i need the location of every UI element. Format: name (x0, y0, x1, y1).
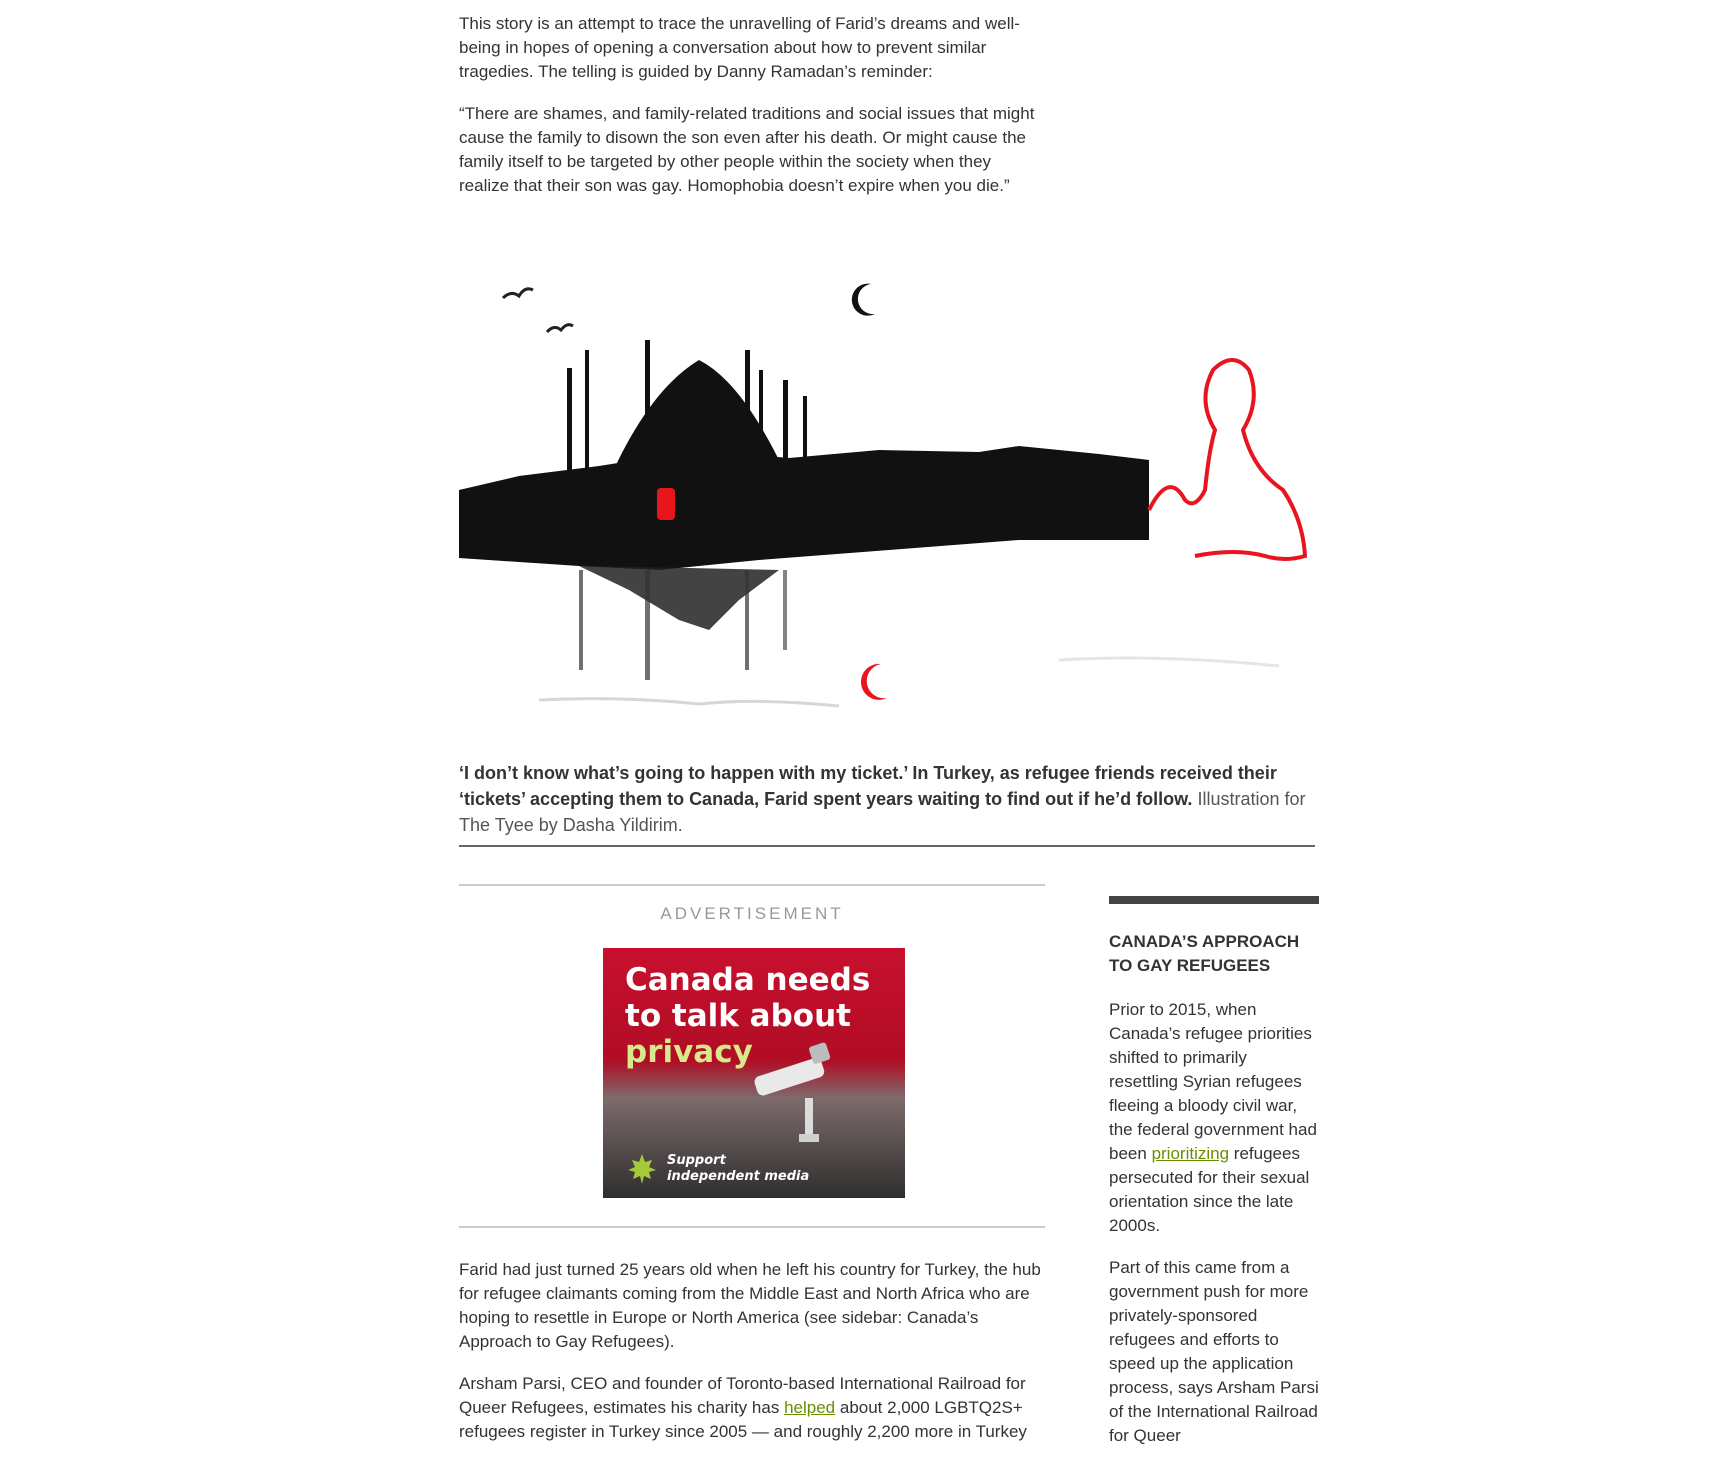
article-illustration (459, 240, 1315, 750)
caption-divider (459, 845, 1315, 847)
ad-support-text (667, 1153, 809, 1185)
sidebar-text-segment: Prior to 2015, when Canada’s refugee priorities shifted to primarily resettling Syrian refugees fleeing a bloody civil war, the federal government had been (1109, 1000, 1317, 1163)
body-text-segment: Arsham Parsi, CEO and founder of Toronto-based International Railroad for Queer Refugees, estimates his charity has (459, 1374, 1026, 1417)
illustration-caption (459, 760, 1315, 838)
sidebar-text-segment: refugees persecuted for their sexual orientation since the late 2000s. (1109, 1144, 1310, 1235)
caption-text: ‘I don’t know what’s going to happen with my ticket.’ In Turkey, as refugee friends received their ‘tickets’ accepting them to Canada, Farid spent years waiting to find out if he’d follow. (459, 763, 1277, 809)
maple-leaf-icon (625, 1152, 659, 1186)
advertisement-container (459, 884, 1045, 1228)
ad-headline-highlight: privacy (625, 1034, 753, 1070)
sidebar-title: CANADA’S APPROACH TO GAY REFUGEES (1109, 932, 1300, 975)
body-paragraph (459, 1372, 1045, 1444)
sidebar-paragraph (1109, 998, 1319, 1238)
caption-credit: Illustration for The Tyee by Dasha Yildirim. (459, 789, 1306, 835)
sidebar (1109, 896, 1319, 1466)
advertisement-label: ADVERTISEMENT (660, 904, 844, 923)
sidebar-top-bar (1109, 896, 1319, 904)
article-body (459, 1258, 1045, 1462)
ad-support-badge (625, 1152, 809, 1186)
body-paragraph: Farid had just turned 25 years old when he left his country for Turkey, the hub for refugee claimants coming from the Middle East and North Africa who are hoping to resettle in Europe or North America (see sidebar: Canada’s Approach to Gay Refugees). (459, 1260, 1041, 1351)
ad-headline-line: Canada needs (625, 962, 871, 998)
ad-headline-line: to talk about (625, 998, 851, 1034)
ad-banner[interactable] (603, 948, 905, 1198)
quote-paragraph: “There are shames, and family-related traditions and social issues that might cause the family to disown the son even after his death. Or might cause the family itself to be targeted by other people within the society when they realize that their son was gay. Homophobia doesn’t expire when you die.” (459, 104, 1035, 195)
prioritizing-link[interactable]: prioritizing (1151, 1144, 1230, 1163)
ad-support-line: independent media (667, 1169, 810, 1184)
article-intro (459, 12, 1045, 216)
ad-support-line: Support (667, 1153, 726, 1168)
intro-paragraph: This story is an attempt to trace the unravelling of Farid’s dreams and well-being in hopes of opening a conversation about how to prevent similar tragedies. The telling is guided by Danny Ramadan’s reminder: (459, 14, 1020, 81)
body-text-segment: about 2,000 LGBTQ2S+ refugees register in Turkey since 2005 — and roughly 2,200 more in Turkey (459, 1398, 1027, 1441)
helped-link[interactable]: helped (784, 1398, 836, 1417)
ad-headline (625, 962, 870, 1070)
sidebar-paragraph: Part of this came from a government push for more privately-sponsored refugees and efforts to speed up the application process, says Arsham Parsi of the International Railroad for Queer (1109, 1258, 1319, 1445)
